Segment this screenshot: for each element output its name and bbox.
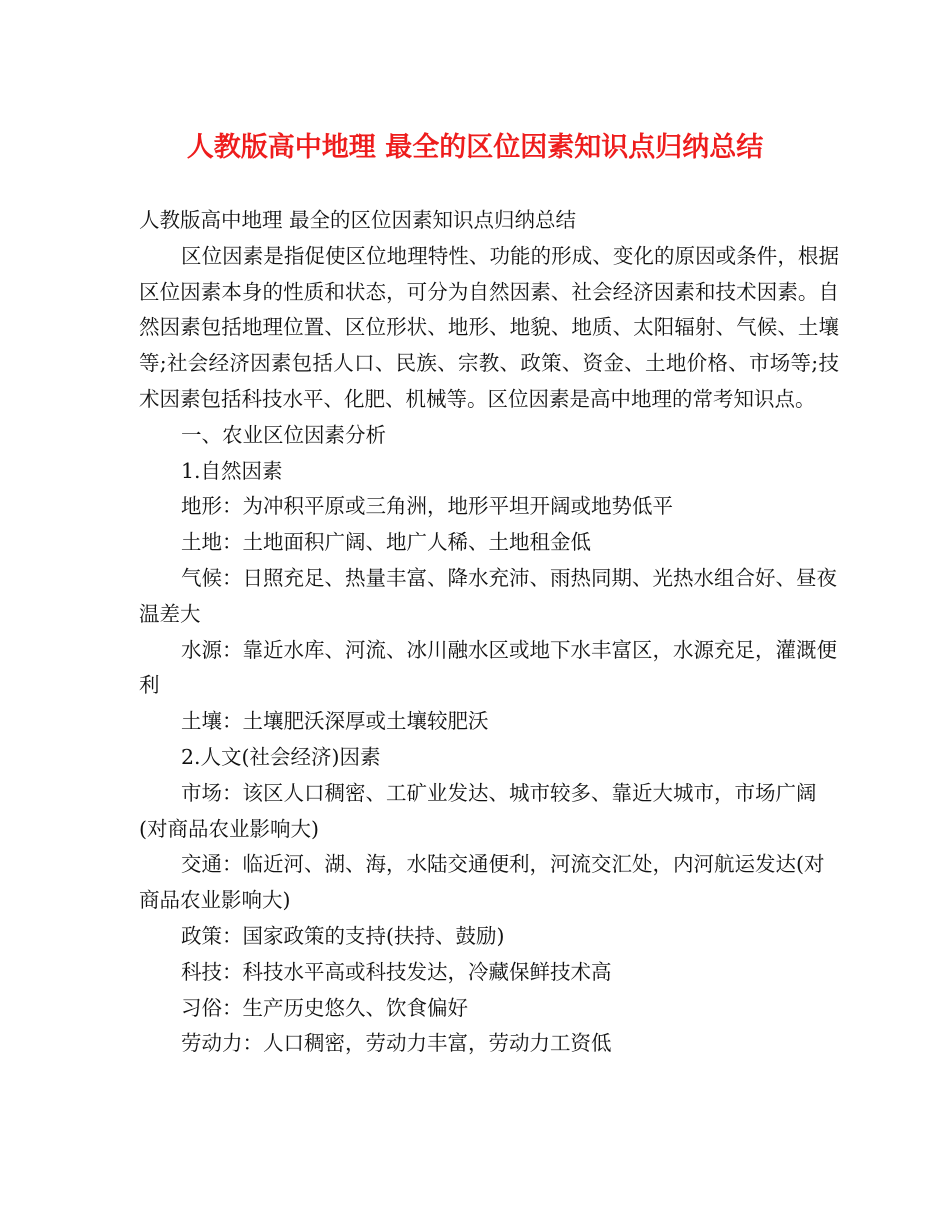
item-water-source: 水源：靠近水库、河流、冰川融水区或地下水丰富区，水源充足，灌溉便利 (139, 637, 837, 698)
item-technology: 科技：科技水平高或科技发达，冷藏保鲜技术高 (181, 959, 612, 984)
item-market: 市场：该区人口稠密、工矿业发达、城市较多、靠近大城市，市场广阔(对商品农业影响大) (139, 780, 817, 841)
intro-paragraph: 区位因素是指促使区位地理特性、功能的形成、变化的原因或条件，根据区位因素本身的性质和状态，可分为自然因素、社会经济因素和技术因素。自然因素包括地理位置、区位形状、地形、地貌、地质、太阳辐射、气候、土壤等;社会经济因素包括人口、民族、宗教、政策、资金、土地价格、市场等;技术因素包括科技水平、化肥、机械等。区位因素是高中地理的常考知识点。 (139, 243, 839, 411)
item-climate: 气候：日照充足、热量丰富、降水充沛、雨热同期、光热水组合好、昼夜温差大 (139, 565, 837, 626)
item-terrain: 地形：为冲积平原或三角洲，地形平坦开阔或地势低平 (181, 494, 673, 519)
item-custom: 习俗：生产历史悠久、饮食偏好 (181, 995, 468, 1020)
item-soil: 土壤：土壤肥沃深厚或土壤较肥沃 (181, 709, 489, 734)
item-transport: 交通：临近河、湖、海，水陆交通便利，河流交汇处，内河航运发达(对商品农业影响大) (139, 852, 825, 913)
subsection-heading-human: 2.人文(社会经济)因素 (181, 744, 381, 769)
subtitle-line: 人教版高中地理 最全的区位因素知识点归纳总结 (139, 208, 577, 232)
document-title: 人教版高中地理 最全的区位因素知识点归纳总结 (186, 132, 764, 163)
subsection-heading-natural: 1.自然因素 (181, 458, 283, 483)
item-policy: 政策：国家政策的支持(扶持、鼓励) (181, 923, 505, 948)
item-land: 土地：土地面积广阔、地广人稀、土地租金低 (181, 530, 591, 555)
item-labor: 劳动力：人口稠密，劳动力丰富，劳动力工资低 (181, 1031, 612, 1056)
section-heading-agriculture: 一、农业区位因素分析 (181, 422, 386, 447)
document-body (139, 203, 839, 1062)
